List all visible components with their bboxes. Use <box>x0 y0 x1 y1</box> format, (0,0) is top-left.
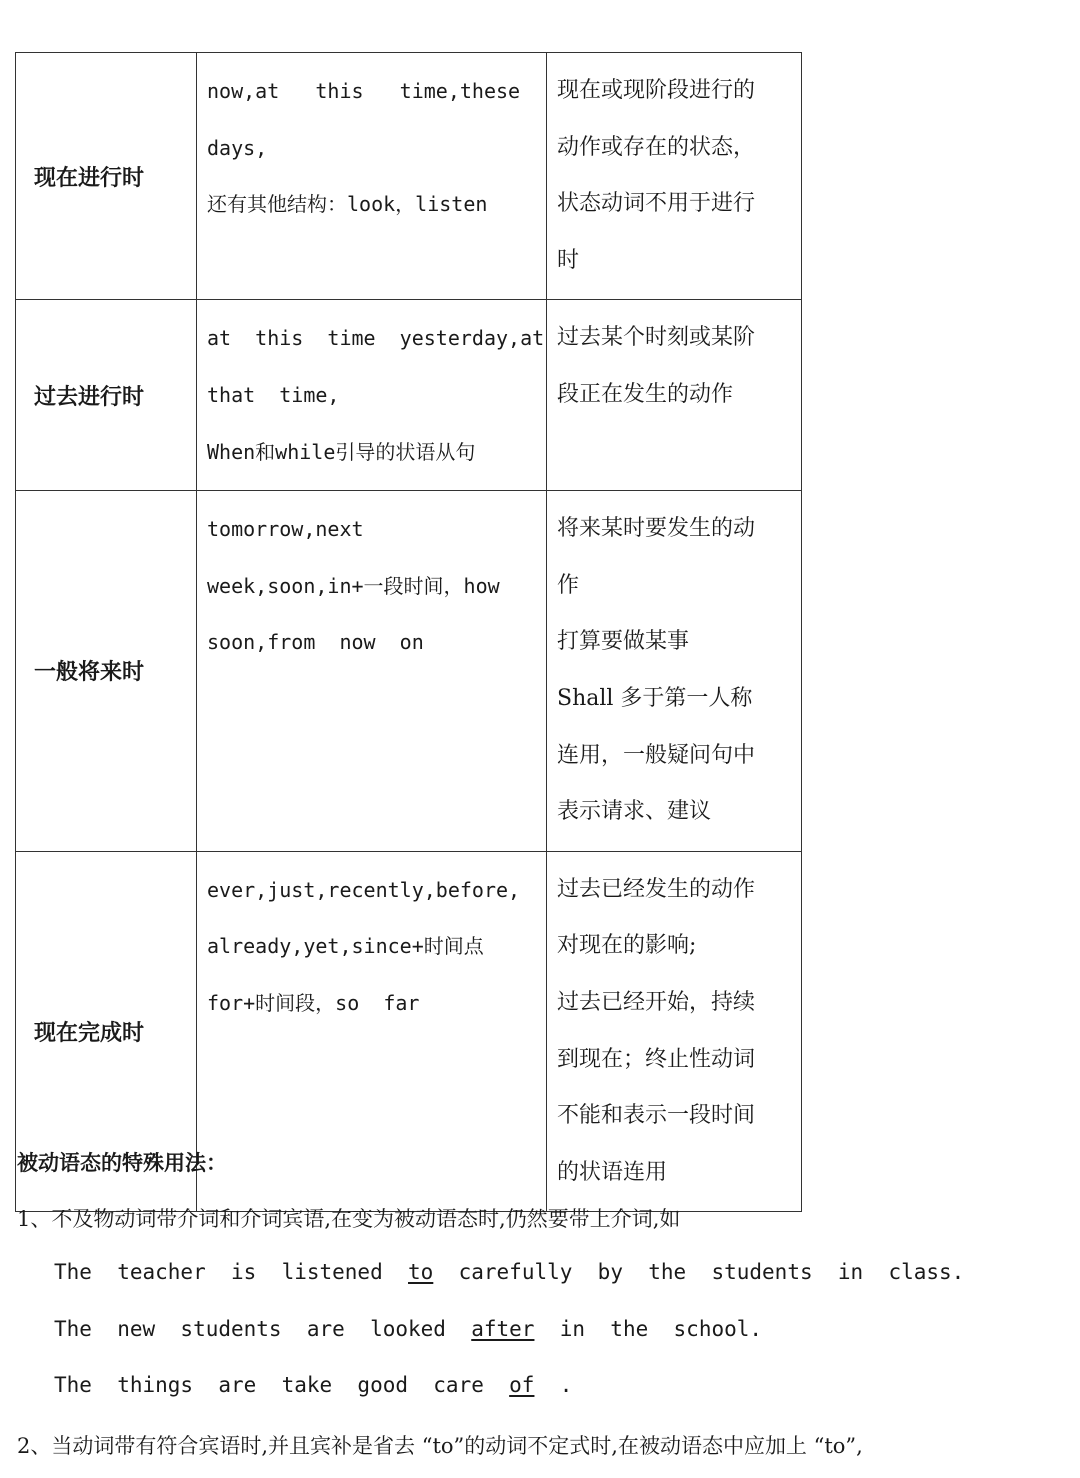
usage-line: 表示请求、建议 <box>557 799 712 825</box>
tense-name: 一般将来时 <box>16 491 197 852</box>
keyword-line: for+时间段，so far <box>207 990 420 1015</box>
keyword-line: ever,just,recently,before, <box>207 877 521 902</box>
preposition-after: after <box>471 1317 535 1341</box>
usage-line: 打算要做某事 <box>557 629 690 655</box>
preposition-of: of <box>509 1373 535 1397</box>
keyword-line: that time, <box>207 382 340 407</box>
example-sentence-2: The new students are looked after in the school. <box>54 1317 763 1341</box>
usage-line: 对现在的影响; <box>557 933 697 959</box>
tense-usage <box>547 53 802 300</box>
preposition-to: to <box>408 1260 434 1284</box>
usage-line: 现在或现阶段进行的 <box>557 78 756 103</box>
example-sentence-3: The things are take good care of . <box>54 1373 573 1397</box>
usage-line: 将来某时要发生的动 <box>557 516 756 542</box>
usage-line: 作 <box>557 572 580 598</box>
keyword-line: now,at this time,these <box>207 79 521 103</box>
usage-line: 时 <box>557 247 580 273</box>
usage-line: 过去已经开始，持续 <box>557 989 756 1015</box>
passive-rule-1: 1、不及物动词带介词和介词宾语,在变为被动语态时,仍然要带上介词,如 <box>17 1207 681 1231</box>
usage-line: 连用，一般疑问句中 <box>557 742 756 768</box>
keyword-line: When和while引导的状语从句 <box>207 439 476 464</box>
tense-row <box>16 53 802 300</box>
tense-row <box>16 300 802 491</box>
tense-usage <box>547 491 802 852</box>
tense-name: 过去进行时 <box>16 300 197 491</box>
tense-name: 现在进行时 <box>16 53 197 300</box>
tense-row <box>16 491 802 852</box>
keyword-line: 还有其他结构：look，listen <box>207 192 488 217</box>
tense-table <box>15 52 802 1212</box>
keyword-line: tomorrow,next <box>207 517 364 542</box>
usage-line: 过去某个时刻或某阶 <box>557 325 756 351</box>
usage-line: Shall 多于第一人称 <box>557 685 753 711</box>
passive-heading: 被动语态的特殊用法： <box>17 1151 227 1175</box>
keyword-line: at this time yesterday,at <box>207 326 545 351</box>
usage-line: 不能和表示一段时间 <box>557 1103 756 1129</box>
usage-line: 段正在发生的动作 <box>557 381 734 407</box>
tense-keywords <box>197 491 547 852</box>
tense-keywords <box>197 300 547 491</box>
keyword-line: already,yet,since+时间点 <box>207 934 484 959</box>
usage-line: 过去已经发生的动作 <box>557 876 756 902</box>
usage-line: 到现在；终止性动词 <box>557 1046 756 1072</box>
tense-name: 现在完成时 <box>16 851 197 1212</box>
usage-line: 状态动词不用于进行 <box>557 191 756 217</box>
usage-line: 动作或存在的状态， <box>557 134 756 160</box>
keyword-line: soon,from now on <box>207 630 424 655</box>
passive-rule-2: 2、当动词带有符合宾语时,并且宾补是省去 “to”的动词不定式时,在被动语态中应加上 “to”, <box>17 1434 863 1458</box>
example-sentence-1: The teacher is listened to carefully by the students in class. <box>54 1260 965 1284</box>
tense-keywords <box>197 53 547 300</box>
keyword-line: week,soon,in+一段时间，how <box>207 573 500 598</box>
usage-line: 的状语连用 <box>557 1159 668 1185</box>
keyword-line: days, <box>207 135 268 160</box>
tense-usage <box>547 300 802 491</box>
